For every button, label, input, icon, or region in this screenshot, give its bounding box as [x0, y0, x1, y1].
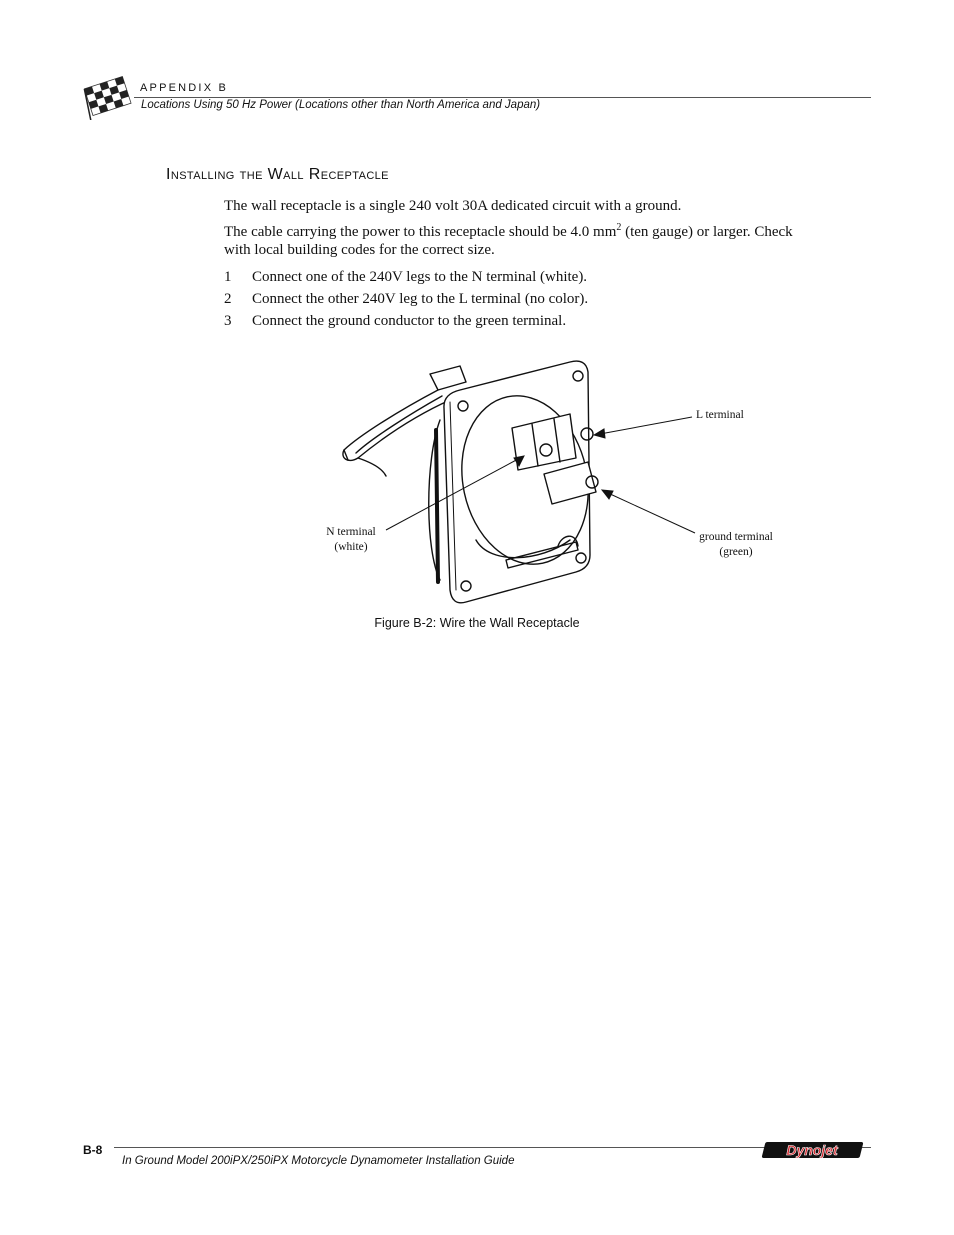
header-divider: [134, 97, 871, 98]
step-text: Connect the other 240V leg to the L terminal (no color).: [252, 291, 589, 307]
step-text: Connect the ground conductor to the green terminal.: [252, 313, 567, 329]
section-title: Installing the Wall Receptacle: [166, 166, 389, 183]
n-terminal-label-line1: N terminal: [326, 526, 376, 538]
paragraph-cable-text-a: The cable carrying the power to this receptacle should be 4.0 mm: [224, 224, 617, 240]
step-1: [224, 268, 587, 286]
paragraph-receptacle: The wall receptacle is a single 240 volt 30A dedicated circuit with a ground.: [224, 198, 682, 214]
header-subtitle: Locations Using 50 Hz Power (Locations other than North America and Japan): [141, 99, 541, 111]
figure-caption: [0, 616, 954, 630]
n-terminal-label-line2: (white): [334, 541, 368, 553]
ground-terminal-label: [686, 530, 786, 560]
svg-text:Dynojet: Dynojet: [786, 1142, 838, 1158]
figure-caption-text: Figure B-2: Wire the Wall Receptacle: [374, 616, 580, 630]
superscript-2: 2: [616, 222, 622, 233]
ground-terminal-label-line2: (green): [719, 546, 753, 558]
page-number: B-8: [83, 1143, 103, 1157]
appendix-label: APPENDIX B: [140, 82, 229, 94]
paragraph-cable-text-b: (ten gauge) or larger. Check with local building codes for the correct size.: [224, 224, 793, 258]
checkered-flag-icon: [82, 74, 134, 120]
wall-receptacle-figure: [300, 350, 820, 615]
dynojet-logo: [758, 1140, 866, 1160]
step-3: [224, 312, 566, 330]
n-terminal-label: [316, 525, 386, 555]
ground-terminal-label-line1: ground terminal: [699, 531, 773, 543]
step-number: 2: [224, 291, 232, 307]
step-number: 1: [224, 269, 232, 285]
l-terminal-label: L terminal: [696, 409, 744, 421]
step-2: [224, 290, 588, 308]
step-number: 3: [224, 313, 232, 329]
step-text: Connect one of the 240V legs to the N terminal (white).: [252, 269, 588, 285]
paragraph-cable: [224, 223, 799, 259]
footer-title: In Ground Model 200iPX/250iPX Motorcycle Dynamometer Installation Guide: [122, 1155, 515, 1167]
